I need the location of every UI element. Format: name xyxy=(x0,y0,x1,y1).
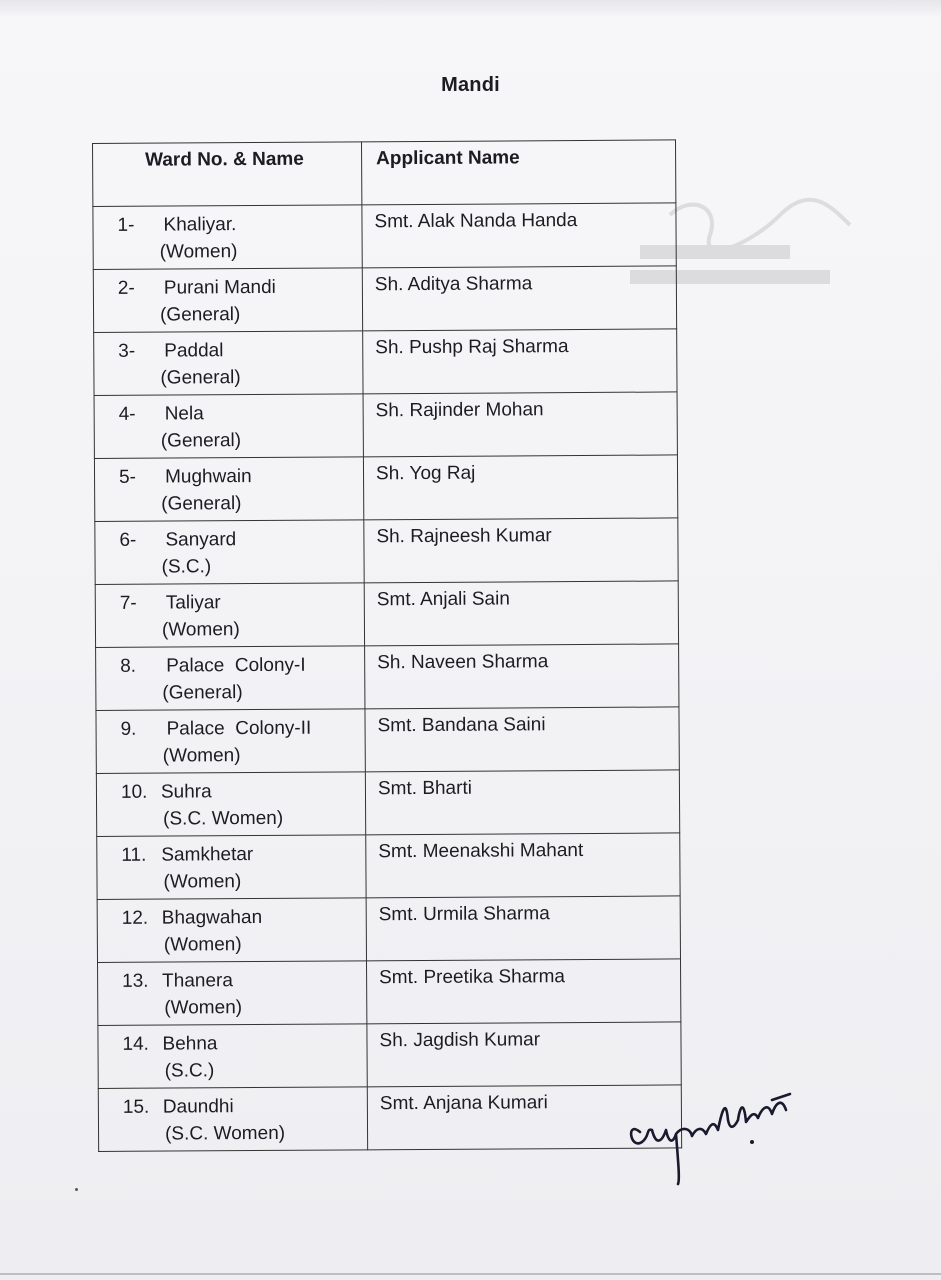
ward-name: Palace Colony-I xyxy=(166,654,306,677)
applicant-name: Smt. Bharti xyxy=(365,770,679,835)
ward-name: Samkhetar xyxy=(161,844,254,866)
applicant-name: Sh. Yog Raj xyxy=(363,455,677,520)
ward-cell xyxy=(97,835,366,900)
table-body xyxy=(93,203,682,1152)
ward-name: Palace Colony-II xyxy=(166,717,312,740)
ward-category: (S.C. Women) xyxy=(164,1122,286,1145)
ward-name: Purani Mandi xyxy=(163,276,276,299)
bleed-through-shadow xyxy=(0,0,941,18)
page-edge xyxy=(0,1273,941,1275)
applicant-name: Sh. Naveen Sharma xyxy=(365,644,679,709)
ward-category: (S.C.) xyxy=(161,556,212,578)
table-row xyxy=(97,896,680,963)
ward-category: (Women) xyxy=(163,871,242,893)
applicant-name: Smt. Bandana Saini xyxy=(365,707,679,772)
applicant-name: Sh. Jagdish Kumar xyxy=(367,1022,681,1087)
ward-name: Paddal xyxy=(164,340,224,362)
header-ward: Ward No. & Name xyxy=(93,142,362,207)
ward-category: (Women) xyxy=(164,997,243,1019)
handwritten-signature xyxy=(622,1080,802,1190)
ward-cell xyxy=(93,205,362,270)
ward-cell xyxy=(94,394,363,459)
applicant-name: Smt. Anjana Kumari xyxy=(367,1085,681,1150)
ward-cell xyxy=(98,1087,367,1152)
ward-cell xyxy=(93,268,362,333)
table-row xyxy=(93,266,676,333)
applicant-name: Smt. Meenakshi Mahant xyxy=(366,833,680,898)
table-row xyxy=(94,455,677,522)
ward-category: (General) xyxy=(161,493,242,515)
ward-cell xyxy=(94,457,363,522)
ward-name: Thanera xyxy=(162,970,233,992)
ward-category: (Women) xyxy=(159,241,238,263)
applicant-name: Sh. Pushp Raj Sharma xyxy=(363,329,677,394)
ward-number: 12. xyxy=(121,907,149,929)
ward-category: (General) xyxy=(159,304,241,326)
applicant-name: Smt. Alak Nanda Handa xyxy=(362,203,676,268)
table-row xyxy=(94,329,677,396)
document-title: Mandi xyxy=(441,74,500,96)
table-row xyxy=(97,833,680,900)
ward-number: 11. xyxy=(121,844,147,866)
table-row xyxy=(96,644,679,711)
ward-cell xyxy=(96,772,365,837)
ward-applicant-table xyxy=(92,139,682,1152)
ward-number: 3- xyxy=(118,340,136,362)
ward-name: Sanyard xyxy=(165,529,237,551)
applicant-name: Sh. Aditya Sharma xyxy=(362,266,676,331)
ward-name: Mughwain xyxy=(164,466,252,488)
applicant-name: Sh. Rajneesh Kumar xyxy=(364,518,678,583)
ward-name: Behna xyxy=(162,1033,218,1055)
ward-cell xyxy=(98,1024,367,1089)
ward-number: 9. xyxy=(120,718,137,740)
ward-cell xyxy=(96,709,365,774)
table-row xyxy=(98,1085,681,1152)
ward-category: (General) xyxy=(160,367,241,389)
ward-cell xyxy=(94,331,363,396)
ward-number: 15. xyxy=(122,1096,150,1118)
ward-number: 13. xyxy=(122,970,149,992)
table-row xyxy=(96,770,679,837)
ward-number: 4- xyxy=(118,403,136,425)
ward-name: Suhra xyxy=(160,781,212,803)
table-row xyxy=(95,581,678,648)
ward-number: 8. xyxy=(120,655,137,677)
ward-category: (Women) xyxy=(162,745,241,767)
ward-number: 7- xyxy=(119,592,137,614)
ward-category: (Women) xyxy=(161,619,240,641)
ward-number: 1- xyxy=(117,214,135,236)
table-row xyxy=(95,518,678,585)
ward-table-container xyxy=(92,139,684,1152)
applicant-name: Smt. Preetika Sharma xyxy=(367,959,681,1024)
applicant-name: Smt. Anjali Sain xyxy=(364,581,678,646)
ward-name: Taliyar xyxy=(165,592,221,614)
ward-number: 14. xyxy=(122,1033,149,1055)
applicant-name: Smt. Urmila Sharma xyxy=(366,896,680,961)
ward-cell xyxy=(97,898,366,963)
ward-name: Daundhi xyxy=(162,1096,234,1118)
ward-category: (S.C.) xyxy=(164,1060,215,1082)
paper-speck xyxy=(75,1188,78,1191)
table-row xyxy=(93,203,676,270)
ward-name: Khaliyar. xyxy=(163,214,237,236)
ward-cell xyxy=(98,961,367,1026)
table-row xyxy=(94,392,677,459)
header-applicant: Applicant Name xyxy=(361,140,675,205)
ward-category: (S.C. Women) xyxy=(163,807,284,830)
ward-name: Bhagwahan xyxy=(161,906,263,929)
ward-number: 10. xyxy=(120,781,148,803)
applicant-name: Sh. Rajinder Mohan xyxy=(363,392,677,457)
ward-category: (Women) xyxy=(163,934,242,956)
table-row xyxy=(96,707,679,774)
ward-number: 2- xyxy=(117,277,135,299)
ward-name: Nela xyxy=(164,403,204,425)
table-row xyxy=(98,1022,681,1089)
ward-cell xyxy=(95,583,364,648)
table-row xyxy=(98,959,681,1026)
ward-number: 5- xyxy=(118,466,137,488)
ward-cell xyxy=(96,646,365,711)
ward-number: 6- xyxy=(119,529,137,551)
ward-category: (General) xyxy=(162,682,243,704)
table-header-row xyxy=(93,140,676,207)
ward-category: (General) xyxy=(160,430,242,452)
ward-cell xyxy=(95,520,364,585)
